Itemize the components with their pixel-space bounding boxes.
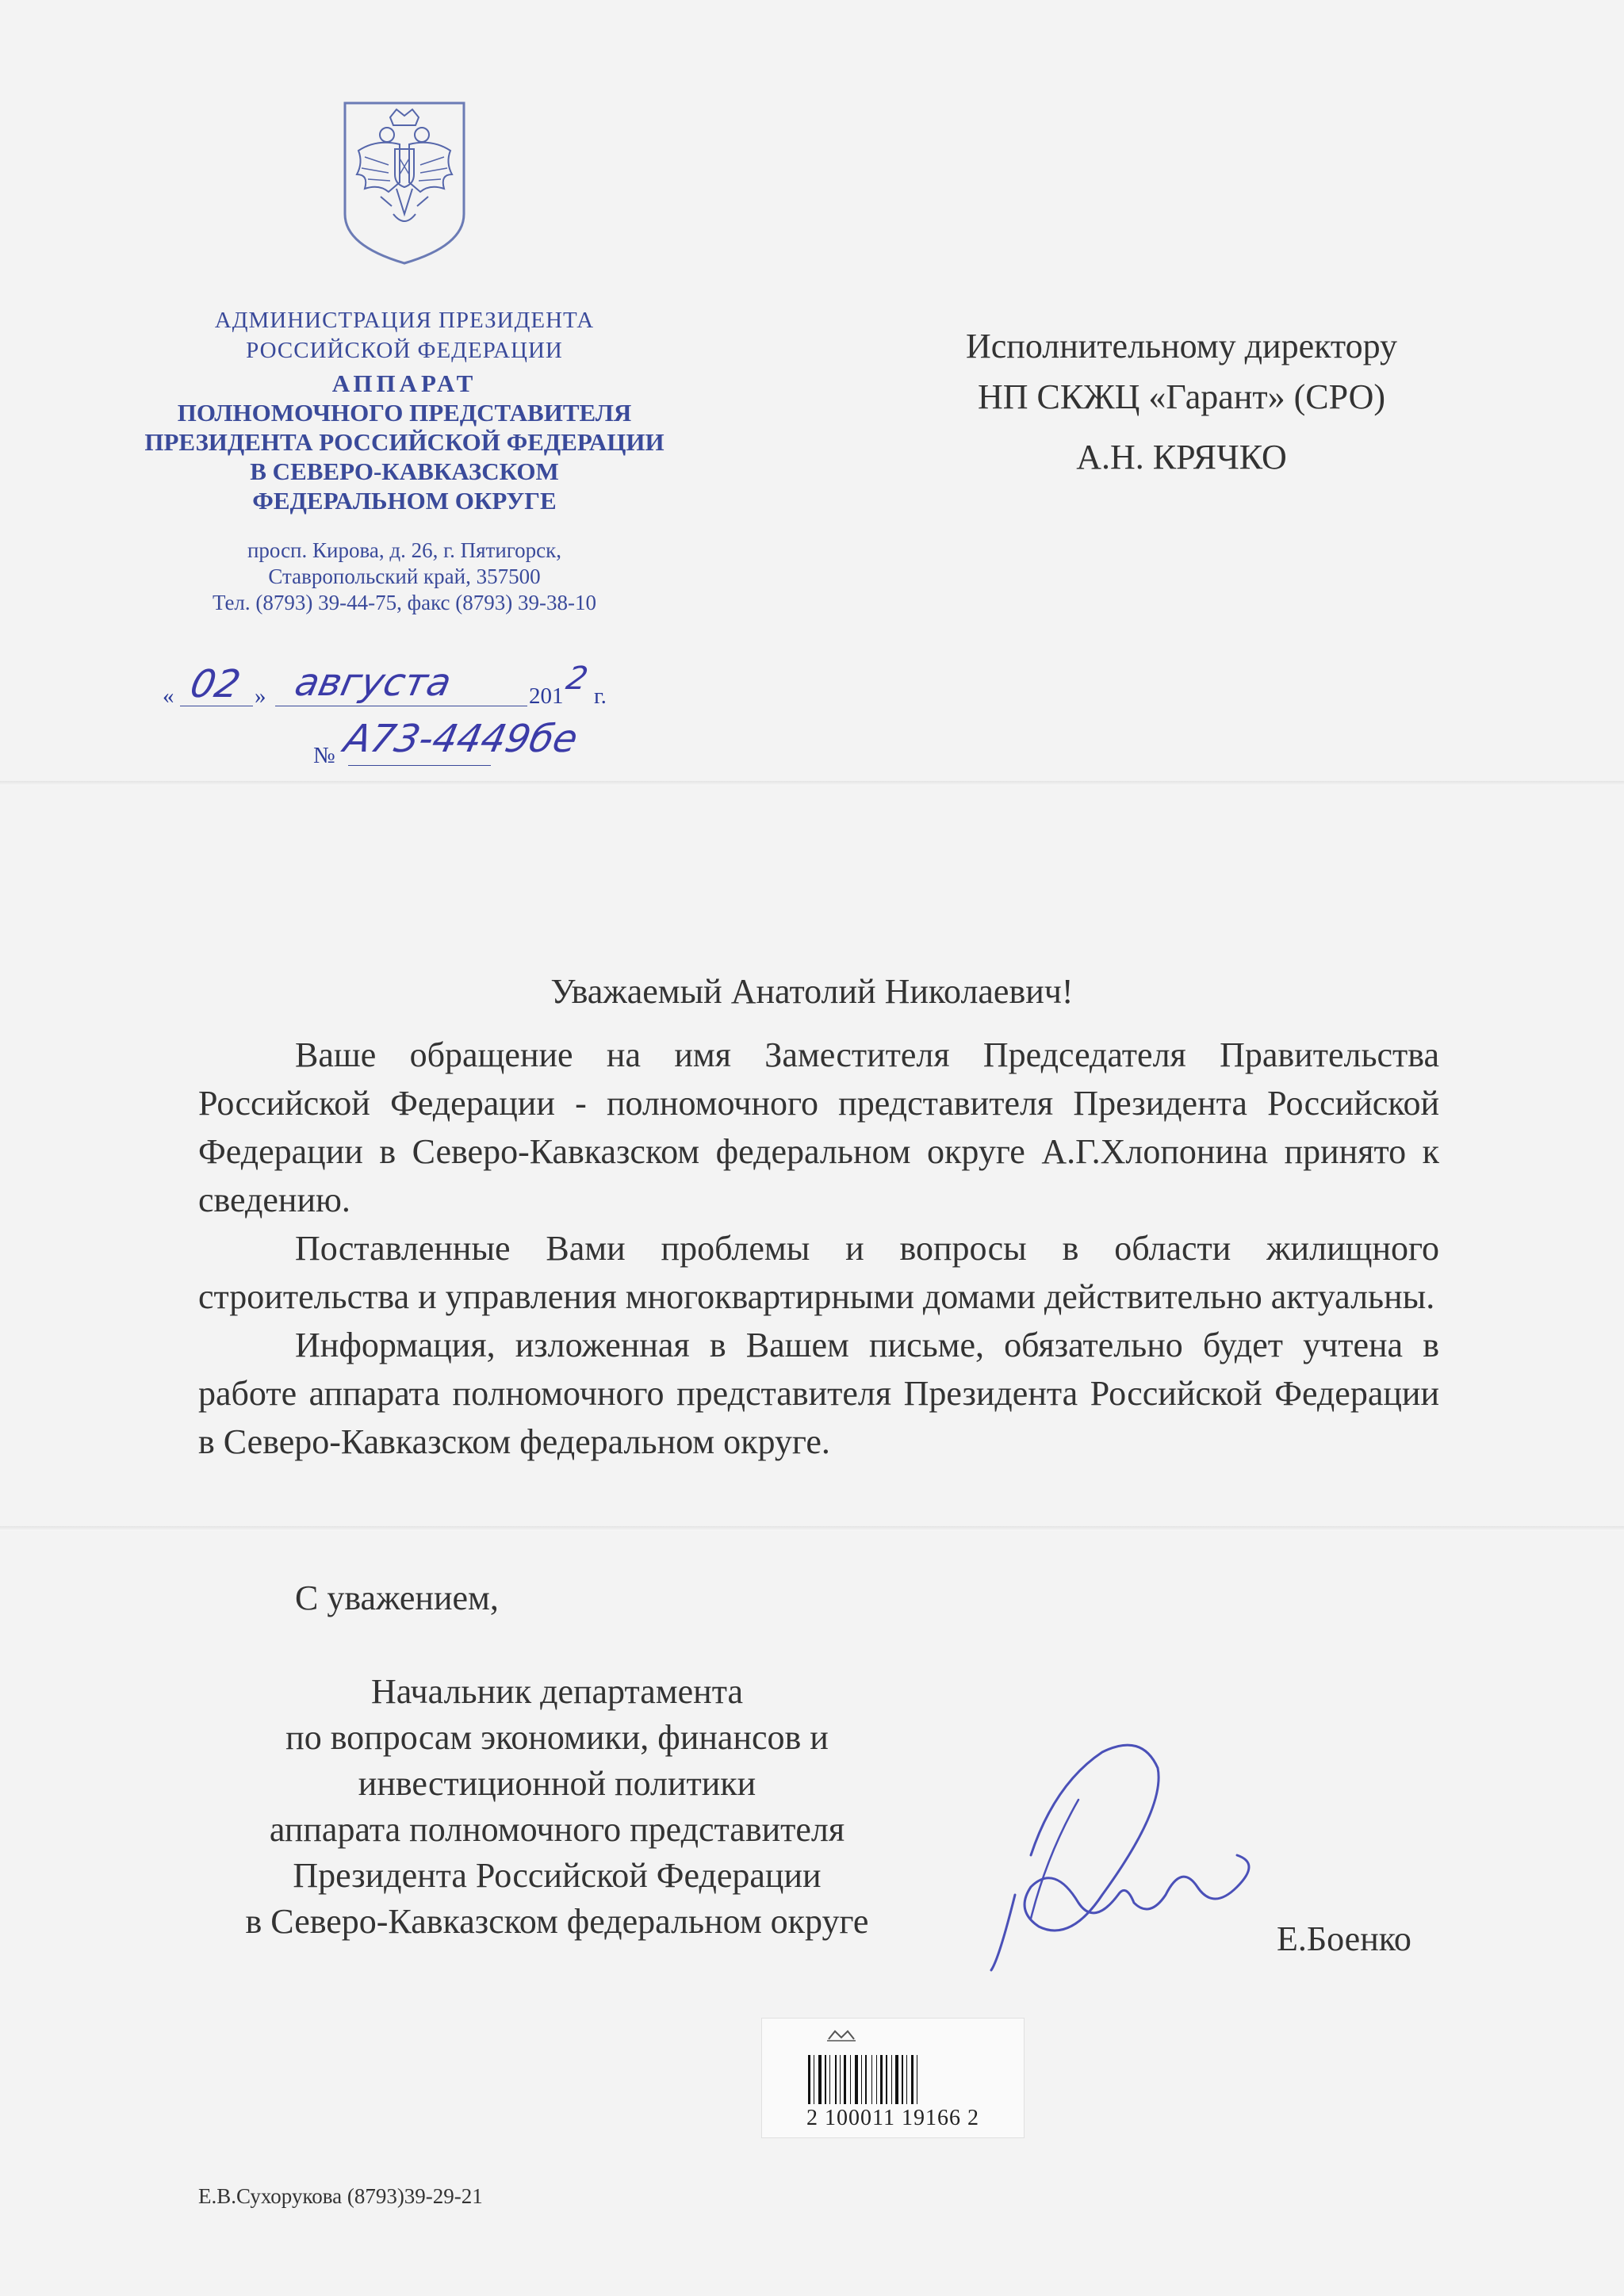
barcode-bar — [840, 2055, 841, 2104]
date-year-digit: 2 — [563, 660, 592, 697]
letterhead-apparat: АППАРАТ — [331, 369, 477, 397]
date-open-quote: « — [163, 683, 174, 709]
barcode-bar — [844, 2055, 846, 2104]
paragraph-3: Информация, изложенная в Вашем письме, обязательно будет учтена в работе аппарата полномочного представителя Президента Российской Федерации в Северо-Кавказском федеральном округе. — [198, 1326, 1439, 1461]
barcode-mark-icon — [825, 2028, 857, 2042]
letterhead-phone: Тел. (8793) 39-44-75, факс (8793) 39-38-10 — [212, 591, 596, 614]
barcode-bar — [880, 2055, 883, 2104]
signatory-title-line3: инвестиционной политики — [358, 1764, 756, 1803]
letterhead-address-line2: Ставропольский край, 357500 — [268, 564, 541, 588]
salutation: Уважаемый Анатолий Николаевич! — [550, 972, 1074, 1011]
signatory-title-line4: аппарата полномочного представителя — [269, 1810, 845, 1849]
document-number-field — [313, 717, 646, 769]
signatory-title-line5: Президента Российской Федерации — [293, 1856, 822, 1895]
document-number-value: А73-4449бе — [340, 717, 582, 761]
signer-name: Е.Боенко — [1277, 1919, 1411, 1958]
paragraph-2: Поставленные Вами проблемы и вопросы в области жилищного строительства и управления многоквартирными домами действительно актуальны. — [198, 1229, 1439, 1316]
barcode-label — [761, 2018, 1025, 2138]
signatory-title — [190, 1669, 924, 1945]
barcode-bar — [895, 2055, 898, 2104]
addressee-line1: Исполнительному директору — [966, 327, 1397, 365]
barcode-bar — [902, 2055, 903, 2104]
signatory-title-line1: Начальник департамента — [370, 1672, 743, 1711]
addressee-name: А.Н. КРЯЧКО — [1076, 438, 1287, 476]
addressee — [856, 321, 1507, 483]
addressee-line2: НП СКЖЦ «Гарант» (СРО) — [977, 377, 1386, 416]
date-year-suffix: г. — [594, 683, 607, 709]
signatory-title-line6: в Северо-Кавказском федеральном округе — [245, 1902, 869, 1941]
document-number-prefix: № — [313, 743, 335, 768]
letterhead-admin-line2: РОССИЙСКОЙ ФЕДЕРАЦИИ — [246, 338, 563, 363]
handwritten-signature — [983, 1736, 1285, 1974]
coat-of-arms-icon — [333, 95, 476, 266]
letterhead-org-line4: ФЕДЕРАЛЬНОМ ОКРУГЕ — [252, 487, 557, 515]
signatory-title-line2: по вопросам экономики, финансов и — [285, 1718, 829, 1757]
letterhead — [143, 95, 666, 616]
barcode-bar — [825, 2055, 826, 2104]
closing: С уважением, — [295, 1578, 499, 1617]
barcode-bar — [818, 2055, 822, 2104]
letter-body — [198, 1031, 1439, 1466]
letterhead-org-line3: В СЕВЕРО-КАВКАЗСКОМ — [250, 457, 559, 485]
letterhead-org — [143, 369, 666, 515]
date-day: 02 — [186, 662, 245, 706]
date-year-prefix: 201 — [529, 683, 564, 709]
paragraph-1: Ваше обращение на имя Заместителя Председателя Правительства Российской Федерации - полномочного представителя Президента Российской Федерации в Северо-Кавказском федеральном округе А.Г.Хлопонина принято к сведению. — [198, 1035, 1439, 1219]
barcode-bar — [911, 2055, 914, 2104]
executor-contact: Е.В.Сухорукова (8793)39-29-21 — [198, 2184, 483, 2208]
barcode-bar — [906, 2055, 907, 2104]
letterhead-admin-line1: АДМИНИСТРАЦИЯ ПРЕЗИДЕНТА — [214, 308, 595, 333]
barcode-bar — [850, 2055, 851, 2104]
letterhead-org-line2: ПРЕЗИДЕНТА РОССИЙСКОЙ ФЕДЕРАЦИИ — [144, 428, 665, 456]
barcode-bar — [829, 2055, 830, 2104]
barcode-bar — [865, 2055, 867, 2104]
barcode-bar — [861, 2055, 862, 2104]
barcode-bar — [808, 2055, 810, 2104]
date-field — [163, 660, 642, 710]
barcode-bar — [855, 2055, 858, 2104]
barcode-bar — [886, 2055, 887, 2104]
letterhead-org-line1: ПОЛНОМОЧНОГО ПРЕДСТАВИТЕЛЯ — [177, 399, 632, 427]
barcode-bar — [871, 2055, 872, 2104]
barcode-number: 2 100011 19166 2 — [806, 2106, 979, 2130]
date-month: августа — [291, 660, 456, 705]
letterhead-address — [143, 538, 666, 616]
barcode-bar — [835, 2055, 837, 2104]
barcode-bar — [891, 2055, 892, 2104]
date-close-quote: » — [255, 683, 266, 709]
barcode-bars — [808, 2055, 982, 2104]
barcode-bar — [876, 2055, 877, 2104]
paper-fold-bottom — [0, 1526, 1624, 1531]
paper-fold-top — [0, 781, 1624, 786]
letterhead-address-line1: просп. Кирова, д. 26, г. Пятигорск, — [247, 538, 562, 562]
